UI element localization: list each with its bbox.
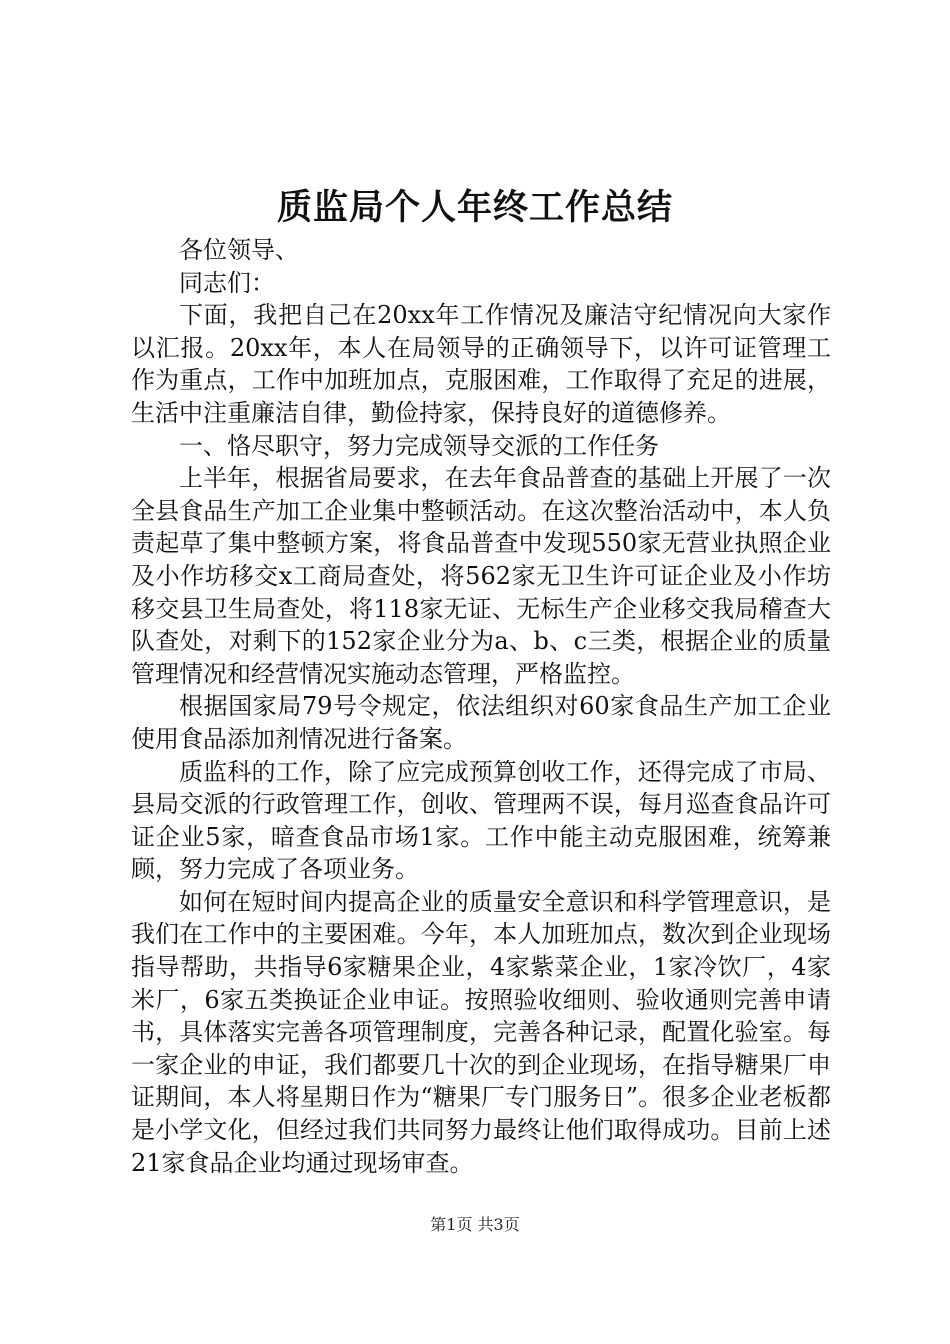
salutation-line-1: 各位领导、: [179, 236, 299, 264]
section-heading-1: 一、恪尽职守，努力完成领导交派的工作任务: [179, 431, 659, 460]
intro-paragraph: 下面，我把自己在20xx年工作情况及廉洁守纪情况向大家作以汇报。20xx年，本人在局领导的正确领导下，以许可证管理工作为重点，工作中加班加点，克服困难，工作取得了充足的进展，生活中注重廉洁自律，勤俭持家，保持良好的道德修养。: [131, 301, 831, 427]
document-body: [131, 234, 831, 1179]
body-paragraph: 质监科的工作，除了应完成预算创收工作，还得完成了市局、县局交派的行政管理工作，创收、管理两不误，每月巡查食品许可证企业5家，暗查食品市场1家。工作中能主动克服困难，统筹兼顾，努力完成了各项业务。: [131, 757, 831, 884]
salutation-line-2: 同志们：: [179, 268, 275, 297]
page-footer: 第1页 共3页: [430, 1215, 520, 1234]
document-title: 质监局个人年终工作总结: [276, 187, 673, 228]
body-paragraph: 如何在短时间内提高企业的质量安全意识和科学管理意识，是我们在工作中的主要困难。今年，本人加班加点，数次到企业现场指导帮助，共指导6家糖果企业，4家紫菜企业，1家冷饮厂，4家米厂，6家五类换证企业申证。按照验收细则、验收通则完善申请书，具体落实完善各项管理制度，完善各种记录，配置化验室。每一家企业的申证，我们都要几十次的到企业现场，在指导糖果厂申证期间，本人将星期日作为“糖果厂专门服务日”。很多企业老板都是小学文化，但经过我们共同努力最终让他们取得成功。目前上述21家食品企业均通过现场审查。: [131, 887, 831, 1177]
body-paragraph: 上半年，根据省局要求，在去年食品普查的基础上开展了一次全县食品生产加工企业集中整顿活动。在这次整治活动中，本人负责起草了集中整顿方案，将食品普查中发现550家无营业执照企业及小作坊移交x工商局查处，将562家无卫生许可证企业及小作坊移交县卫生局查处，将118家无证、无标生产企业移交我局稽查大队查处，对剩下的152家企业分为a、b、c三类，根据企业的质量管理情况和经营情况实施动态管理，严格监控。: [131, 464, 831, 688]
body-paragraph: 根据国家局79号令规定，依法组织对60家食品生产加工企业使用食品添加剂情况进行备案。: [131, 692, 831, 753]
